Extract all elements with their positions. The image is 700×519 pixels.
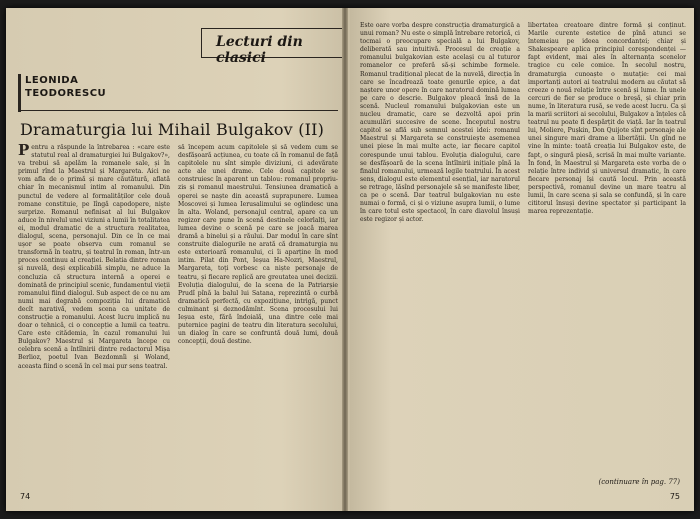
left-column-1-text: entru a răspunde la întrebarea : «care este statutul real al dramaturgiei lui Bulgakov?», va trebui să apelăm la romanele sale, și în primul rînd la Maestrul și Margareta. Aici ne vom afla de o primă și mare căutătură, aflată chiar în mecanismul intim al romanului. Din punctul de vedere al formalităților cele două romane constituie, pe lîngă capodopere, niște surprize. Romanul nefinisat al lui Bulgakov aduce în nivelul unei viziuni a lumii în totalitatea ei, modul dramatic de a structura realitatea, dialogul, scena, personajul. Din ce în ce mai ușor se poate observa cum romanul se transformă în teatru, și teatrul în roman, într-un proces continuu al creației. Belatia dintre roman și nuvelă, deși explicabilă simplu, ne aduce la concluzia că structura internă a operei e dominată de principiul scenic, fundamentul vieții romanului fiind dialogul. Sub aspect de ce nu am numi mai degrabă compoziția lui dramatică decît narativă, vedem scena ca unitate de construcție a romanului. Acest lucru implică nu doar o tehnică, ci o concepție a lumii ca teatru. Care este citădemia, în cazul romanului lui Bulgakov? Maestrul și Margareta începe cu celebra scenă a întîlnirii dintre redactorul Mișa Berlioz, poetul Ivan Bezdomnîi și Woland, aceasta fiind o scenă în cel mai pur sens teatral.	[18, 144, 170, 370]
continuation-note: (continuare în pag. 77)	[598, 478, 680, 486]
magazine-spread	[6, 8, 694, 511]
title-rule	[18, 110, 338, 111]
left-page-number: 74	[20, 492, 31, 501]
author-first-name: LEONIDA	[25, 75, 79, 86]
left-page-column-1	[18, 144, 170, 500]
left-page	[6, 8, 350, 511]
drop-cap: P	[18, 144, 30, 159]
right-page-number: 75	[669, 492, 680, 501]
page-gutter	[342, 8, 348, 511]
right-page-column-1: Este oare vorba despre construcția dramaturgică a unui roman? Nu este o simplă întrebare retorică, ci tocmai o preocupare specială a lui Bulgakov, deliberată sau intuitivă. Procesul de creație a romanului bulgakovian este același cu al tuturor romanelor ce preferă să-și schimbe formele. Romanul tradițional plecat de la nuvelă, direcția în care se încadrează toate genurile epice, a dat naștere unor opere în care naratorul domină lumea pe care o descrie. Bulgakov pleacă însă de la scenă. Nucleul romanului bulgakovian este un nucleu dramatic, care se dezvoltă apoi prin acumulări succesive de scene. Începutul nostru capitol se află sub semnul acestei idei: romanul Maestrul și Margareta se construiește asemenea unei piese în mai multe acte, iar fiecare capitol corespunde unui tablou. Evoluția dialogului, care se desfășoară de la scena întîlnirii inițiale pînă la finalul romanului, urmează legile teatrului. În acest sens, dialogul este elementul esențial, iar naratorul se retrage, lăsînd personajele să se manifeste liber, ca pe o scenă. Dar teatrul bulgakovian nu este numai o formă, ci și o viziune asupra lumii, o lume în care totul este spectacol, în care diavolul însuși este regizor și actor.	[360, 22, 520, 224]
right-page-column-2: libertatea creatoare dintre formă și conținut. Marile curente estetice de pînă atunci se întemeiau pe ideea concordanței; chiar și Shakespeare aplica principiul corespondenței — fapt evident, mai ales în alternanța scenelor tragice cu cele comice. În secolul nostru, dramaturgia cunoaște o mutație: cei mai importanți autori ai teatrului modern au căutat să creeze o nouă relație între scenă și lume. În unele cercuri de fier se produce o breșă, și chiar prin nume, în literatura rusă, se vede acest lucru. Ca și la marii scriitori ai secolului, Bulgakov a înțeles că teatrul nu poate fi despărțit de viață. Iar în teatrul lui, Moliere, Pușkin, Don Quijote sînt personaje ale unei singure mari drame a libertății. Un gînd ne vine în minte: toată creația lui Bulgakov este, de fapt, o singură piesă, scrisă în mai multe variante. În fond, în Maestrul și Margareta este vorba de o relație între individ și universul dramatic, în care fiecare personaj își caută locul. Prin această perspectivă, romanul devine un mare teatru al lumii, în care scena și sala se confundă, și în care cititorul însuși devine spectator și participant la marea reprezentație.	[528, 22, 686, 216]
author-box	[18, 74, 115, 112]
left-page-column-2: să începem acum capitolele și să vedem cum se desfășoară acțiunea, cu toate că în romanul de față capitolele nu sînt simple diviziuni, ci adevărate acte ale unei drame. Cele două capitole se construiesc în aparent un tablou: romanul propriu-zis și romanul maestrului. Tensiunea dramatică a operei se naște din această suprapunere. Lumea Moscovei și lumea Ierusalimului se oglindesc una în alta. Woland, personajul central, apare ca un regizor care pune în scenă destinele celorlalți, iar lumea devine o scenă pe care se joacă marea dramă a binelui și a răului. Dar modul în care sînt construite dialogurile ne arată că dramaturgia nu este exterioară romanului, ci îi aparține în mod intim. Pilat din Pont, Ieșua Ha-Nozri, Maestrul, Margareta, toți vorbesc ca niște personaje de teatru, și fiecare replică are greutatea unei decizii. Evoluția dialogului, de la scena de la Patriarșie Prudî pînă la balul lui Satana, reprezintă o curbă dramatică perfectă, cu expozițiune, intrigă, punct culminant și deznodămînt. Scena procesului lui Ieșua este, fără îndoială, una dintre cele mai puternice pagini de teatru din literatura secolului, un dialog în care se confruntă două lumi, două concepții, două destine.	[178, 144, 338, 346]
author-last-name: TEODORESCU	[25, 88, 107, 99]
right-page	[350, 8, 694, 511]
article-title: Dramaturgia lui Mihail Bulgakov (II)	[20, 120, 325, 139]
series-title: Lecturi din clasici	[216, 34, 303, 66]
